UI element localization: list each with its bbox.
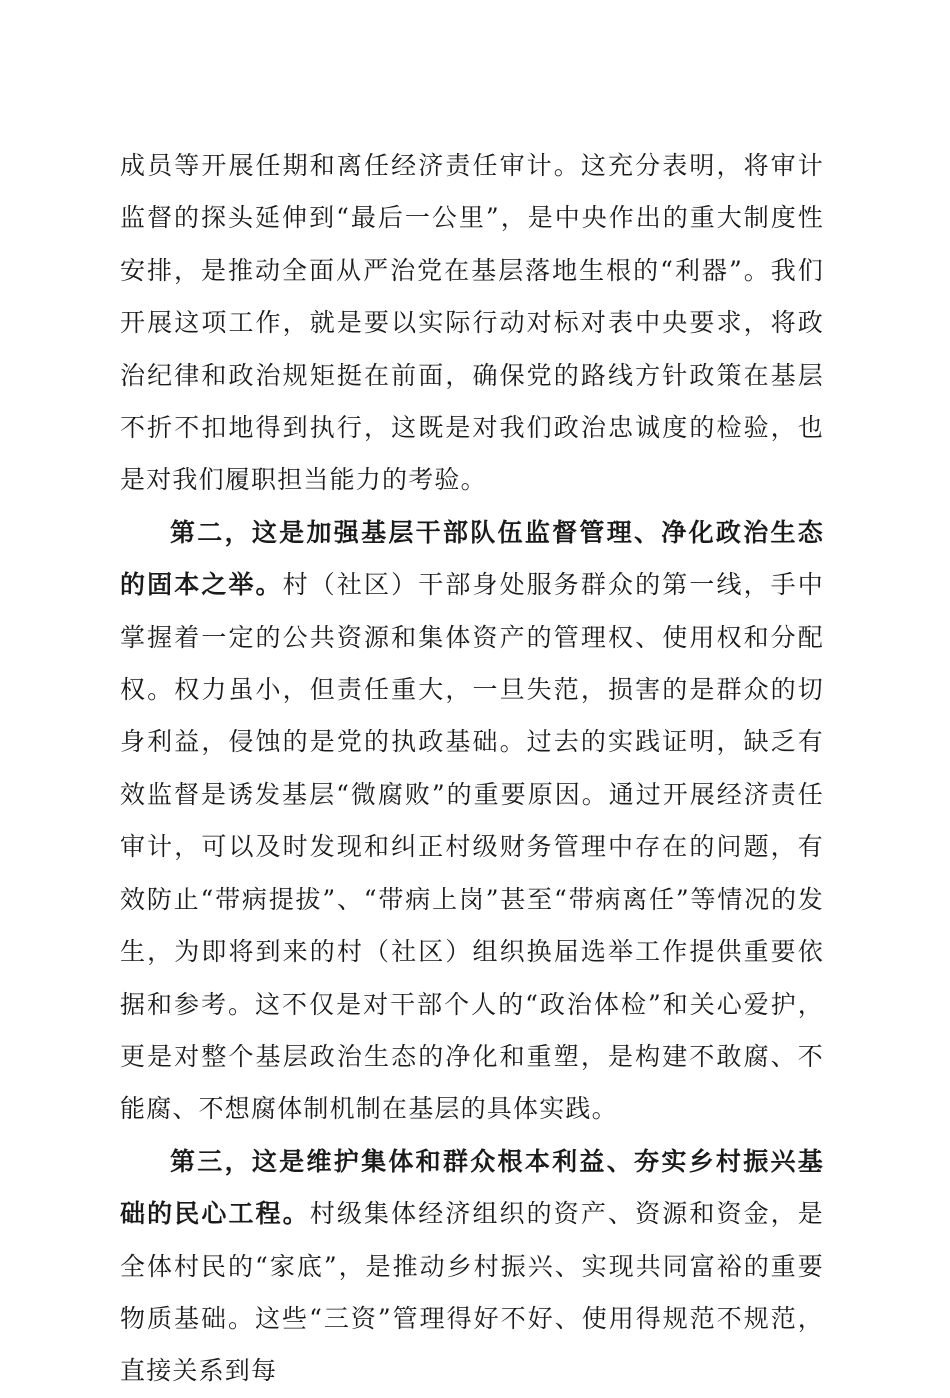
document-body bbox=[120, 140, 824, 1398]
paragraph-3 bbox=[120, 1136, 824, 1398]
paragraph-3-body: 村级集体经济组织的资产、资源和资金，是全体村民的“家底”，是推动乡村振兴、实现共同富裕的重要物质基础。这些“三资”管理得好不好、使用得规范不规范，直接关系到每 bbox=[120, 1199, 824, 1386]
paragraph-2-body: 村（社区）干部身处服务群众的第一线，手中掌握着一定的公共资源和集体资产的管理权、使用权和分配权。权力虽小，但责任重大，一旦失范，损害的是群众的切身利益，侵蚀的是党的执政基础。过去的实践证明，缺乏有效监督是诱发基层“微腐败”的重要原因。通过开展经济责任审计，可以及时发现和纠正村级财务管理中存在的问题，有效防止“带病提拔”、“带病上岗”甚至“带病离任”等情况的发生，为即将到来的村（社区）组织换届选举工作提供重要依据和参考。这不仅是对干部个人的“政治体检”和关心爱护，更是对整个基层政治生态的净化和重塑，是构建不敢腐、不能腐、不想腐体制机制在基层的具体实践。 bbox=[120, 570, 824, 1124]
paragraph-1 bbox=[120, 140, 824, 507]
paragraph-1-text: 成员等开展任期和离任经济责任审计。这充分表明，将审计监督的探头延伸到“最后一公里”，是中央作出的重大制度性安排，是推动全面从严治党在基层落地生根的“利器”。我们开展这项工作，就是要以实际行动对标对表中央要求，将政治纪律和政治规矩挺在前面，确保党的路线方针政策在基层不折不扣地得到执行，这既是对我们政治忠诚度的检验，也是对我们履职担当能力的考验。 bbox=[120, 151, 824, 495]
paragraph-2 bbox=[120, 507, 824, 1136]
paragraph-2-lead: 第二，这是加强基层干部队伍监督管理、净化政治生态的固本之举。 bbox=[120, 517, 824, 600]
paragraph-3-lead: 第三，这是维护集体和群众根本利益、夯实乡村振兴基础的民心工程。 bbox=[120, 1146, 824, 1229]
